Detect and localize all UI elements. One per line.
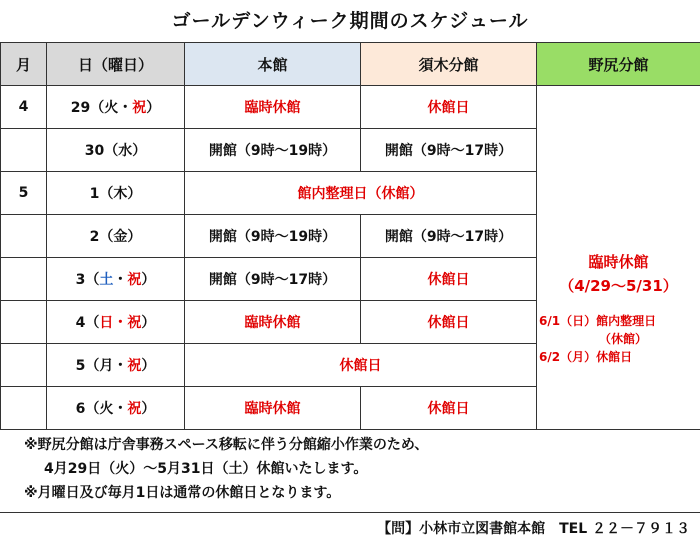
- day-cell: 2（金）: [47, 215, 185, 258]
- note-line-1: ※野尻分館は庁舎事務スペース移転に伴う分館縮小作業のため、: [24, 437, 429, 453]
- header-suki: 須木分館: [361, 43, 537, 86]
- month-cell: [1, 215, 47, 258]
- month-cell: [1, 387, 47, 430]
- honkan-cell: 開館（9時～19時）: [185, 215, 361, 258]
- header-row: [1, 43, 700, 86]
- merged-cell: 休館日: [185, 344, 537, 387]
- day-cell: 1（木）: [47, 172, 185, 215]
- nojiri-sub-line1: 6/1（日）館内整理日: [539, 313, 657, 328]
- honkan-cell: 臨時休館: [185, 301, 361, 344]
- schedule-table: [0, 42, 700, 430]
- header-month: 月: [1, 43, 47, 86]
- day-cell: 3（土・祝）: [47, 258, 185, 301]
- suki-cell: 開館（9時～17時）: [361, 129, 537, 172]
- suki-cell: 休館日: [361, 86, 537, 129]
- day-cell: 5（月・祝）: [47, 344, 185, 387]
- nojiri-sub-line3: 6/2（月）休館日: [539, 349, 633, 364]
- day-cell: 29（火・祝）: [47, 86, 185, 129]
- day-cell: 30（水）: [47, 129, 185, 172]
- header-nojiri: 野尻分館: [537, 43, 700, 86]
- month-cell: [1, 344, 47, 387]
- note-line-2: 4月29日（火）～5月31日（土）休館いたします。: [44, 461, 368, 477]
- honkan-cell: 開館（9時～19時）: [185, 129, 361, 172]
- contact-info: 【問】小林市立図書館本館 TEL ２２－７９１３: [0, 512, 700, 546]
- notes: [0, 430, 700, 505]
- suki-cell: 休館日: [361, 301, 537, 344]
- honkan-cell: 臨時休館: [185, 387, 361, 430]
- page-title: ゴールデンウィーク期間のスケジュール: [171, 10, 529, 32]
- merged-cell: 館内整理日（休館）: [185, 172, 537, 215]
- honkan-cell: 臨時休館: [185, 86, 361, 129]
- note-line-3: ※月曜日及び毎月1日は通常の休館日となります。: [24, 485, 341, 501]
- suki-cell: 開館（9時～17時）: [361, 215, 537, 258]
- month-cell: 4: [1, 86, 47, 129]
- month-cell: [1, 129, 47, 172]
- header-day: 日（曜日）: [47, 43, 185, 86]
- nojiri-sub-line2: （休館）: [599, 331, 648, 346]
- header-honkan: 本館: [185, 43, 361, 86]
- nojiri-cell: [537, 86, 700, 430]
- nojiri-main-line2: （4/29～5/31）: [559, 276, 678, 295]
- table-row: [1, 86, 700, 129]
- month-cell: [1, 258, 47, 301]
- day-cell: 6（火・祝）: [47, 387, 185, 430]
- suki-cell: 休館日: [361, 258, 537, 301]
- day-cell: 4（日・祝）: [47, 301, 185, 344]
- honkan-cell: 開館（9時～17時）: [185, 258, 361, 301]
- nojiri-main-line1: 臨時休館: [588, 252, 649, 271]
- suki-cell: 休館日: [361, 387, 537, 430]
- month-cell: 5: [1, 172, 47, 215]
- month-cell: [1, 301, 47, 344]
